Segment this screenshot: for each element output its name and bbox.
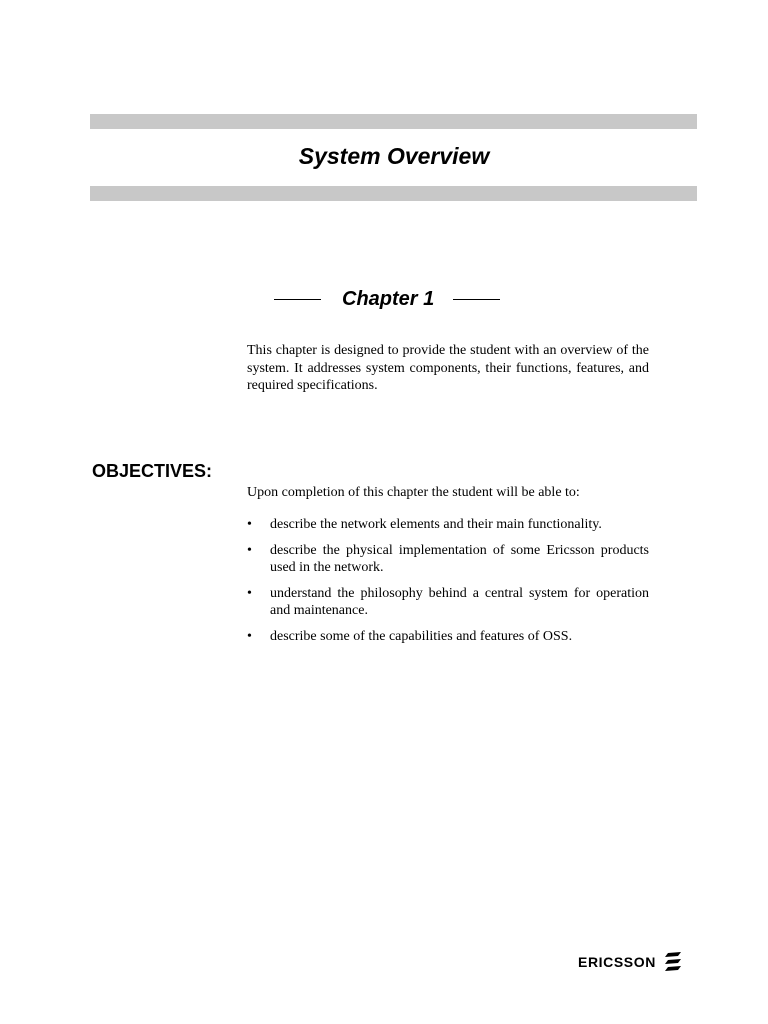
document-title: System Overview — [298, 143, 490, 169]
bullet-icon: • — [247, 542, 252, 558]
header-bar-bottom — [90, 186, 697, 201]
objectives-heading: OBJECTIVES: — [92, 461, 213, 481]
bullet-icon: • — [247, 517, 252, 532]
logo-wordmark: ERICSSON — [578, 954, 656, 970]
header-bar-top — [90, 114, 697, 129]
objective-text: describe some of the capabilities and features of OSS. — [270, 628, 573, 644]
list-item — [247, 628, 649, 646]
ericsson-logo — [578, 952, 682, 972]
objectives-list — [247, 516, 649, 653]
chapter-rule-left — [274, 299, 321, 300]
objective-text: describe the physical implementation of some Ericsson products used in the network. — [270, 542, 649, 575]
chapter-label: Chapter 1 — [342, 288, 435, 310]
objectives-lead-in: Upon completion of this chapter the student will be able to: — [247, 485, 580, 500]
objective-text: describe the network elements and their main functionality. — [270, 517, 602, 532]
chapter-heading — [274, 285, 500, 313]
bullet-icon: • — [247, 628, 252, 644]
list-item — [247, 516, 649, 534]
chapter-intro: This chapter is designed to provide the student with an overview of the system. It addresses system components, their functions, features, and required specifications. — [247, 343, 649, 393]
bullet-icon: • — [247, 585, 252, 601]
chapter-rule-right — [453, 299, 500, 300]
list-item — [247, 542, 649, 577]
ericsson-logo-icon — [664, 952, 682, 972]
objective-text: understand the philosophy behind a central system for operation and maintenance. — [270, 585, 649, 618]
list-item — [247, 585, 649, 620]
